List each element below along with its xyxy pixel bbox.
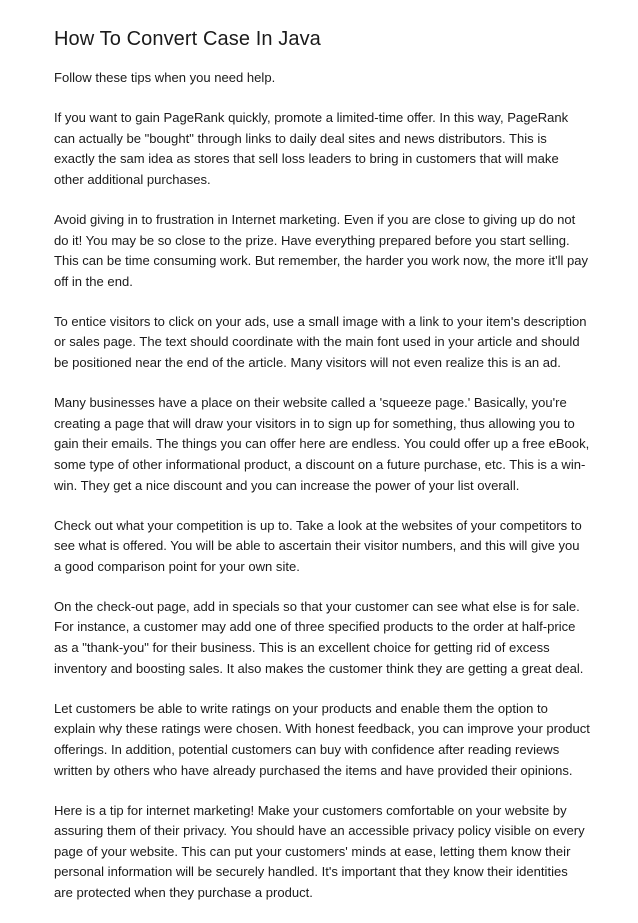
document-page (54, 26, 590, 923)
paragraph-ads: To entice visitors to click on your ads, use a small image with a link to your item's description or sales page. The text should coordinate with the main font used in your article and should be positioned near the end of the article. Many visitors will not even realize this is an ad. (54, 313, 587, 371)
page-title: How To Convert Case In Java (54, 28, 321, 50)
paragraph-frustration: Avoid giving in to frustration in Internet marketing. Even if you are close to giving up do not do it! You may be so close to the prize. Have everything prepared before you start selling. This can be time consuming work. But remember, the harder you work now, the more it'll pay off in the end. (54, 211, 589, 289)
paragraph-ratings: Let customers be able to write ratings on your products and enable them the option to explain why these ratings were chosen. With honest feedback, you can improve your product offerings. In addition, potential customers can buy with confidence after reading reviews written by others who have already purchased the items and have provided their opinions. (54, 700, 590, 778)
paragraph-squeeze-page: Many businesses have a place on their website called a 'squeeze page.' Basically, you're creating a page that will draw your visitors in to sign up for something, thus allowing you to gain their emails. The things you can offer here are endless. You could offer up a free eBook, some type of other informational product, a discount on a future purchase, etc. This is a win-win. They get a nice discount and you can increase the power of your list overall. (54, 395, 590, 493)
paragraph-pagerank: If you want to gain PageRank quickly, promote a limited-time offer. In this way, PageRank can actually be "bought" through links to daily deal sites and news distributors. This is exactly the sam idea as stores that sell loss leaders to bring in customers that will make other additional purchases. (54, 110, 569, 187)
paragraph-check-out: On the check-out page, add in specials so that your customer can see what else is for sale. For instance, a customer may add one of three specified products to the order at half-price as a "thank-you" for their business. This is an excellent choice for getting rid of excess inventory and boosting sales. It also makes the customer think they are getting a great deal. (54, 598, 584, 676)
intro-line: Follow these tips when you need help. (54, 70, 276, 85)
paragraph-privacy: Here is a tip for internet marketing! Make your customers comfortable on your website by assuring them of their privacy. You should have an accessible privacy policy visible on every page of your website. This can put your customers' minds at ease, letting them know their personal information will be securely handled. It's important that they know their identities are protected when they purchase a product. (54, 802, 585, 900)
paragraph-competition: Check out what your competition is up to. Take a look at the websites of your competitors to see what is offered. You will be able to ascertain their visitor numbers, and this will give you a good comparison point for your own site. (54, 517, 582, 574)
